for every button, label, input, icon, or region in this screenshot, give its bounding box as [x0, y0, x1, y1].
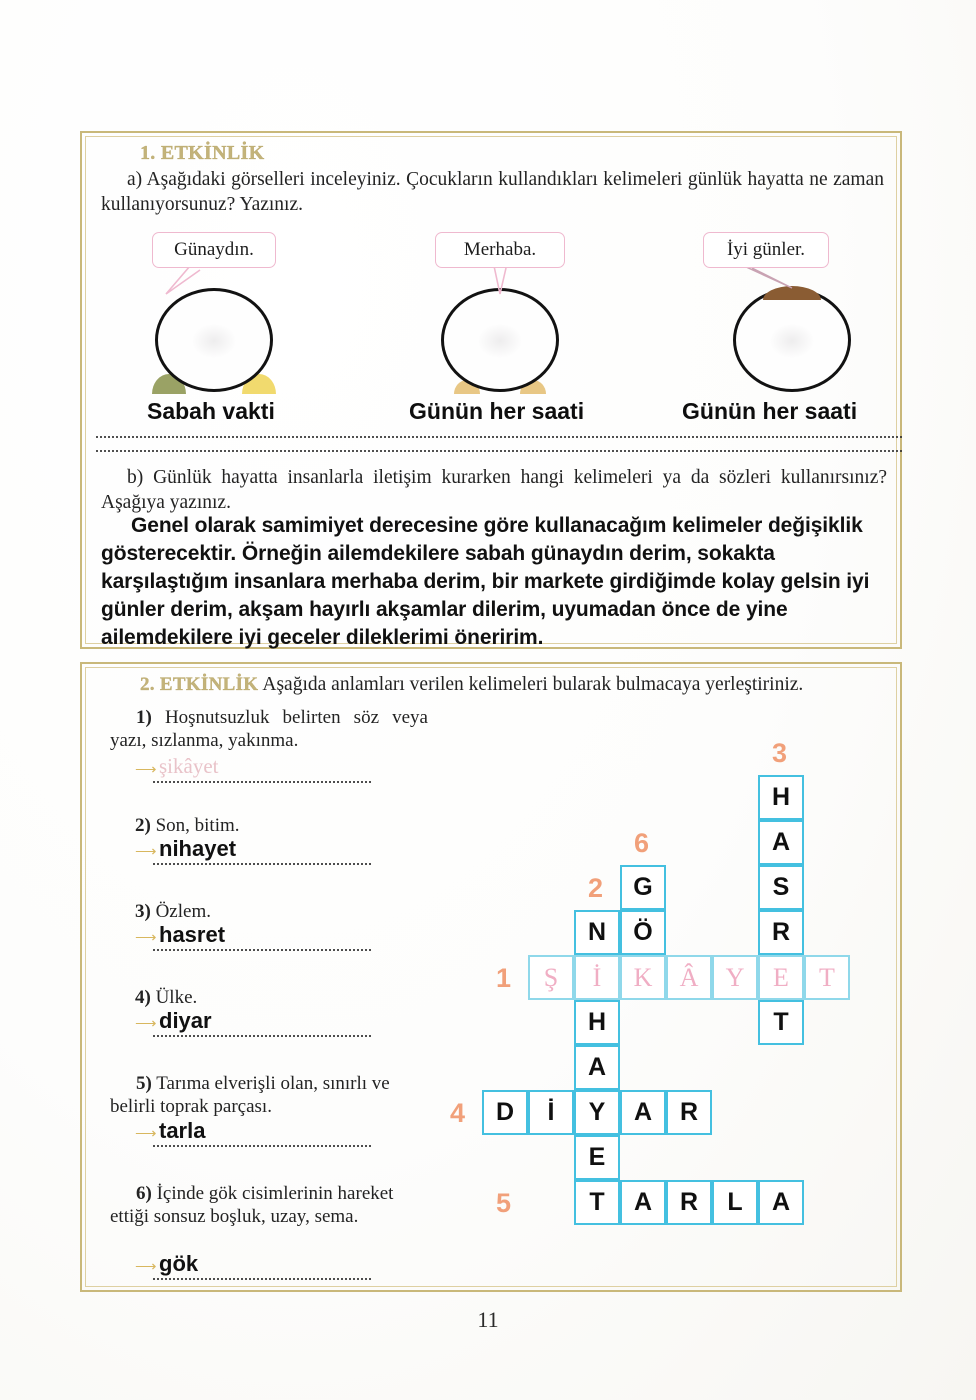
crossword-number: 4	[450, 1098, 466, 1128]
crossword-cell[interactable]: R	[666, 1180, 712, 1225]
crossword-cell[interactable]: A	[620, 1180, 666, 1225]
separator-dotted-bottom	[96, 450, 902, 452]
crossword-cell[interactable]: Y	[574, 1090, 620, 1135]
activity-2-lead: Aşağıda anlamları verilen kelimeleri bularak bulmacaya yerleştiriniz.	[262, 674, 804, 695]
kid-photo-1	[150, 286, 278, 394]
clue-6-text: İçinde gök cisimlerinin hareket ettiği sonsuz boşluk, uzay, sema.	[110, 1183, 394, 1228]
speech-bubble-1-tail	[152, 266, 212, 296]
crossword-cell[interactable]: G	[620, 865, 666, 910]
speech-bubble-2	[435, 232, 565, 268]
answer-line-5[interactable]	[135, 1118, 371, 1147]
arrow-icon-2: ⟶	[135, 844, 157, 860]
answer-line-3[interactable]	[135, 922, 371, 951]
answer-3-dotted-rule	[153, 949, 371, 951]
clue-6-number: 6)	[136, 1183, 152, 1204]
crossword-cell[interactable]: A	[758, 820, 804, 865]
answer-3-value: hasret	[159, 922, 226, 947]
clue-3	[135, 900, 455, 923]
crossword-cell[interactable]: D	[482, 1090, 528, 1135]
speech-bubble-2-tail	[470, 266, 520, 296]
page-number: 11	[477, 1307, 499, 1332]
caption-3: Günün her saati	[682, 398, 858, 424]
answer-4-value: diyar	[159, 1008, 212, 1033]
activity-1-title: 1. ETKİNLİK	[140, 142, 265, 164]
crossword-number: 1	[496, 963, 512, 993]
activity-2-header	[140, 674, 900, 696]
speech-bubble-3	[703, 232, 829, 268]
crossword-cell[interactable]: L	[712, 1180, 758, 1225]
activity-1-part-b-answer	[101, 512, 891, 652]
arrow-icon-6: ⟶	[135, 1259, 157, 1275]
crossword-number: 5	[496, 1188, 512, 1218]
crossword-cell[interactable]: R	[666, 1090, 712, 1135]
answer-6-value: gök	[159, 1251, 199, 1276]
answer-line-4[interactable]	[135, 1008, 371, 1037]
answer-2-value: nihayet	[159, 836, 237, 861]
clue-3-text: Özlem.	[155, 901, 211, 922]
answer-5-value: tarla	[159, 1118, 206, 1143]
kid-2-face-ghost	[478, 324, 522, 358]
clue-5-number: 5)	[136, 1073, 152, 1094]
speech-bubble-3-text: İyi günler.	[726, 239, 806, 260]
answer-2-dotted-rule	[153, 863, 371, 865]
activity-2-title: 2. ETKİNLİK	[140, 674, 259, 695]
answer-5-dotted-rule	[153, 1145, 371, 1147]
crossword-cell[interactable]: Â	[666, 955, 712, 1000]
crossword-cell[interactable]: K	[620, 955, 666, 1000]
kid-photo-3	[728, 286, 856, 394]
crossword-cell[interactable]: A	[758, 1180, 804, 1225]
kid-photo-2	[436, 286, 564, 394]
kid-3-face-ghost	[770, 324, 814, 358]
crossword-cell[interactable]: H	[758, 775, 804, 820]
caption-2: Günün her saati	[409, 398, 585, 424]
arrow-icon-1: ⟶	[135, 762, 157, 778]
clue-2	[135, 814, 455, 837]
clue-1-number: 1)	[136, 707, 152, 728]
crossword-cell[interactable]: N	[574, 910, 620, 955]
arrow-icon-3: ⟶	[135, 930, 157, 946]
crossword-cell[interactable]: T	[574, 1180, 620, 1225]
crossword-cell[interactable]: A	[620, 1090, 666, 1135]
arrow-icon-5: ⟶	[135, 1126, 157, 1142]
clue-3-number: 3)	[135, 901, 151, 922]
crossword-cell[interactable]: T	[758, 1000, 804, 1045]
answer-line-1[interactable]	[135, 754, 371, 783]
clue-6	[110, 1182, 428, 1229]
activity-1-part-b-prompt	[101, 466, 887, 516]
crossword-cell[interactable]: Ö	[620, 910, 666, 955]
crossword-grid	[436, 730, 886, 1250]
clue-5-text: Tarıma elverişli olan, sınırlı ve belirli toprak parçası.	[110, 1073, 390, 1118]
crossword-number: 2	[588, 873, 604, 903]
crossword-cell[interactable]: A	[574, 1045, 620, 1090]
crossword-cell[interactable]: İ	[528, 1090, 574, 1135]
crossword-cell[interactable]: İ	[574, 955, 620, 1000]
speech-bubble-3-tail	[730, 266, 800, 292]
speech-bubble-1-text: Günaydın.	[174, 239, 254, 260]
clue-2-text: Son, bitim.	[155, 815, 240, 836]
answer-1-dotted-rule	[153, 781, 371, 783]
crossword-cell[interactable]: E	[758, 955, 804, 1000]
speech-bubble-2-text: Merhaba.	[463, 239, 537, 260]
answer-line-2[interactable]	[135, 836, 371, 865]
answer-line-6[interactable]	[135, 1251, 371, 1280]
speech-bubble-1	[152, 232, 276, 268]
crossword-cell[interactable]: Y	[712, 955, 758, 1000]
kid-1-face-ghost	[192, 324, 236, 358]
clue-2-number: 2)	[135, 815, 151, 836]
activity-1-part-a-text: a) Aşağıdaki görselleri inceleyiniz. Çocukların kullandıkları kelimeleri günlük hayatta ne zaman kullanıyorsunuz? Yazınız.	[101, 169, 884, 215]
separator-dotted-top	[96, 436, 902, 438]
crossword-number: 6	[634, 828, 650, 858]
activity-1-part-a-prompt	[101, 168, 884, 218]
arrow-icon-4: ⟶	[135, 1016, 157, 1032]
clue-5	[110, 1072, 428, 1119]
crossword-cell[interactable]: S	[758, 865, 804, 910]
activity-1-part-b-text: b) Günlük hayatta insanlarla iletişim kurarken hangi kelimeleri ya da sözleri kullanırsınız? Aşağıya yazınız.	[101, 467, 887, 513]
caption-1: Sabah vakti	[147, 398, 275, 424]
clue-4	[135, 986, 455, 1009]
activity-1-part-b-answer-text: Genel olarak samimiyet derecesine göre kullanacağım kelimeler değişiklik gösterecektir. Örneğin ailemdekilere sabah günaydın derim, sokakta karşılaştığım insanlara merhaba derim, bir markete girdiğimde kolay gelsin iyi günler derim, akşam hayırlı akşamlar dilerim, uyumadan önce de yine ailemdekilere iyi geceler dileklerimi öneririm.	[101, 514, 870, 649]
answer-4-dotted-rule	[153, 1035, 371, 1037]
clue-1	[110, 706, 428, 753]
answer-6-dotted-rule	[153, 1278, 371, 1280]
crossword-cell[interactable]: Ş	[528, 955, 574, 1000]
crossword-cell[interactable]: R	[758, 910, 804, 955]
crossword-number: 3	[772, 738, 788, 768]
clue-1-text: Hoşnutsuzluk belirten söz veya yazı, sızlanma, yakınma.	[110, 707, 428, 752]
answer-1-value: şikâyet	[159, 754, 219, 778]
clue-4-text: Ülke.	[155, 987, 198, 1008]
crossword-cell[interactable]: H	[574, 1000, 620, 1045]
crossword-cell[interactable]: T	[804, 955, 850, 1000]
clue-4-number: 4)	[135, 987, 151, 1008]
crossword-cell[interactable]: E	[574, 1135, 620, 1180]
